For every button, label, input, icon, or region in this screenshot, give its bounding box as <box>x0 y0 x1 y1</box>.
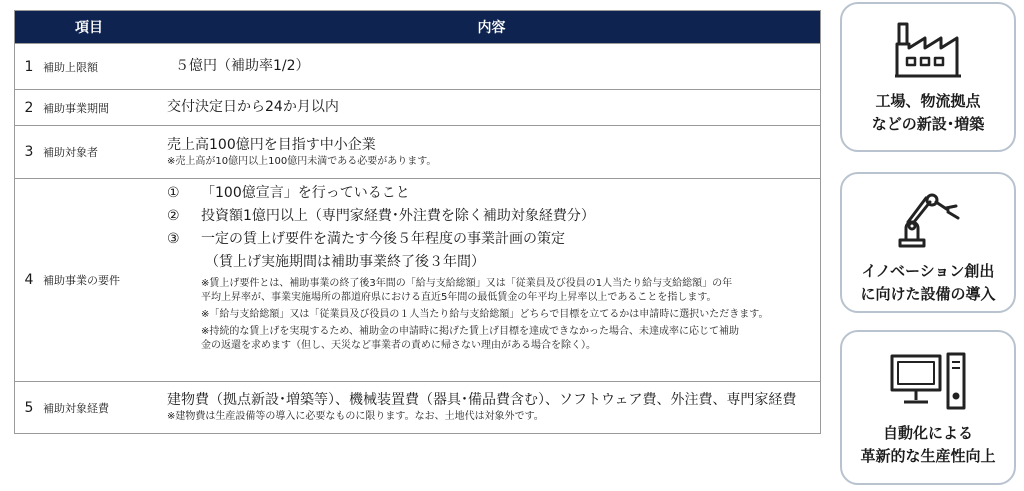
row-number: 2 <box>24 99 34 116</box>
card-label-line: などの新設･増築 <box>871 115 985 133</box>
row-item: 補助事業期間 <box>43 101 109 115</box>
requirement-sub: （賃上げ実施期間は補助事業終了後３年間） <box>205 254 485 270</box>
requirement-mark: ③ <box>167 231 180 247</box>
requirement-mark: ① <box>167 185 180 201</box>
table-row <box>15 125 820 178</box>
card-computer <box>840 330 1016 485</box>
content-line: ５億円（補助率1/2） <box>175 58 310 74</box>
row-item: 補助上限額 <box>43 60 98 74</box>
row-content <box>163 382 820 433</box>
content-line: 売上高100億円を目指す中小企業 <box>167 136 376 153</box>
row-item: 補助対象経費 <box>43 401 109 415</box>
row-number: 5 <box>24 399 34 416</box>
row-content <box>163 126 820 178</box>
header-item: 項目 <box>75 20 103 36</box>
requirement-text: 一定の賃上げ要件を満たす今後５年程度の事業計画の策定 <box>201 231 565 247</box>
card-label <box>860 260 995 306</box>
card-robot <box>840 172 1016 313</box>
table-row <box>15 89 820 125</box>
computer-icon <box>888 348 968 414</box>
robot-arm-icon <box>892 186 964 252</box>
row-number: 4 <box>24 272 34 288</box>
card-label <box>860 422 995 468</box>
factory-icon <box>893 16 963 82</box>
card-label <box>872 90 985 136</box>
requirement-3 <box>167 228 820 251</box>
row-number: 1 <box>24 58 34 75</box>
content-note: 金の返還を求めます（但し、天災など事業者の責めに帰さない理由がある場合を除く）。 <box>201 340 596 351</box>
row-content <box>163 90 820 125</box>
table-row <box>15 178 820 381</box>
requirement-2 <box>167 205 820 228</box>
requirement-text: 「100億宣言」を行っていること <box>201 185 410 201</box>
table-header <box>15 11 820 43</box>
card-factory <box>840 2 1016 152</box>
content-note: ※「給与支給総額」又は「従業員及び役員の１人当たり給与支給総額」どちらで目標を立てるかは申請時に選択いただきます。 <box>201 309 769 320</box>
subsidy-table <box>14 10 821 434</box>
content-note: ※売上高が10億円以上100億円未満である必要があります。 <box>167 155 437 167</box>
requirement-1 <box>167 182 820 205</box>
row-content <box>163 44 820 89</box>
card-label-line: イノベーション創出 <box>861 262 995 280</box>
content-line: 建物費（拠点新設･増築等）、機械装置費（器具･備品費含む）、ソフトウェア費、外注費、専門家経費 <box>167 392 797 408</box>
card-label-line: 工場、物流拠点 <box>875 92 981 110</box>
header-content: 内容 <box>477 20 506 36</box>
card-label-line: 自動化による <box>882 424 973 442</box>
table-row <box>15 43 820 89</box>
table-row <box>15 381 820 433</box>
content-note: ※建物費は生産設備等の導入に必要なものに限ります。なお、土地代は対象外です。 <box>167 411 544 422</box>
row-content <box>163 179 820 381</box>
content-note: 平均上昇率が、事業実施場所の都道府県における直近5年間の最低賃金の年平均上昇率以上であることを指します。 <box>201 292 717 303</box>
row-item: 補助対象者 <box>43 146 98 159</box>
content-note: ※賃上げ要件とは、補助事業の終了後3年間の「給与支給総額」又は「従業員及び役員の1人当たり給与支給総額」の年 <box>201 278 733 289</box>
row-item: 補助事業の要件 <box>43 274 120 287</box>
requirement-text: 投資額1億円以上（専門家経費･外注費を除く補助対象経費分） <box>201 208 595 224</box>
row-number: 3 <box>24 144 34 160</box>
content-line: 交付決定日から24か月以内 <box>167 99 339 115</box>
card-label-line: に向けた設備の導入 <box>860 285 996 303</box>
content-note: ※持続的な賃上げを実現するため、補助金の申請時に掲げた賃上げ目標を達成できなかった場合、未達成率に応じて補助 <box>201 326 739 337</box>
card-label-line: 革新的な生産性向上 <box>860 447 996 465</box>
requirement-mark: ② <box>167 208 180 224</box>
